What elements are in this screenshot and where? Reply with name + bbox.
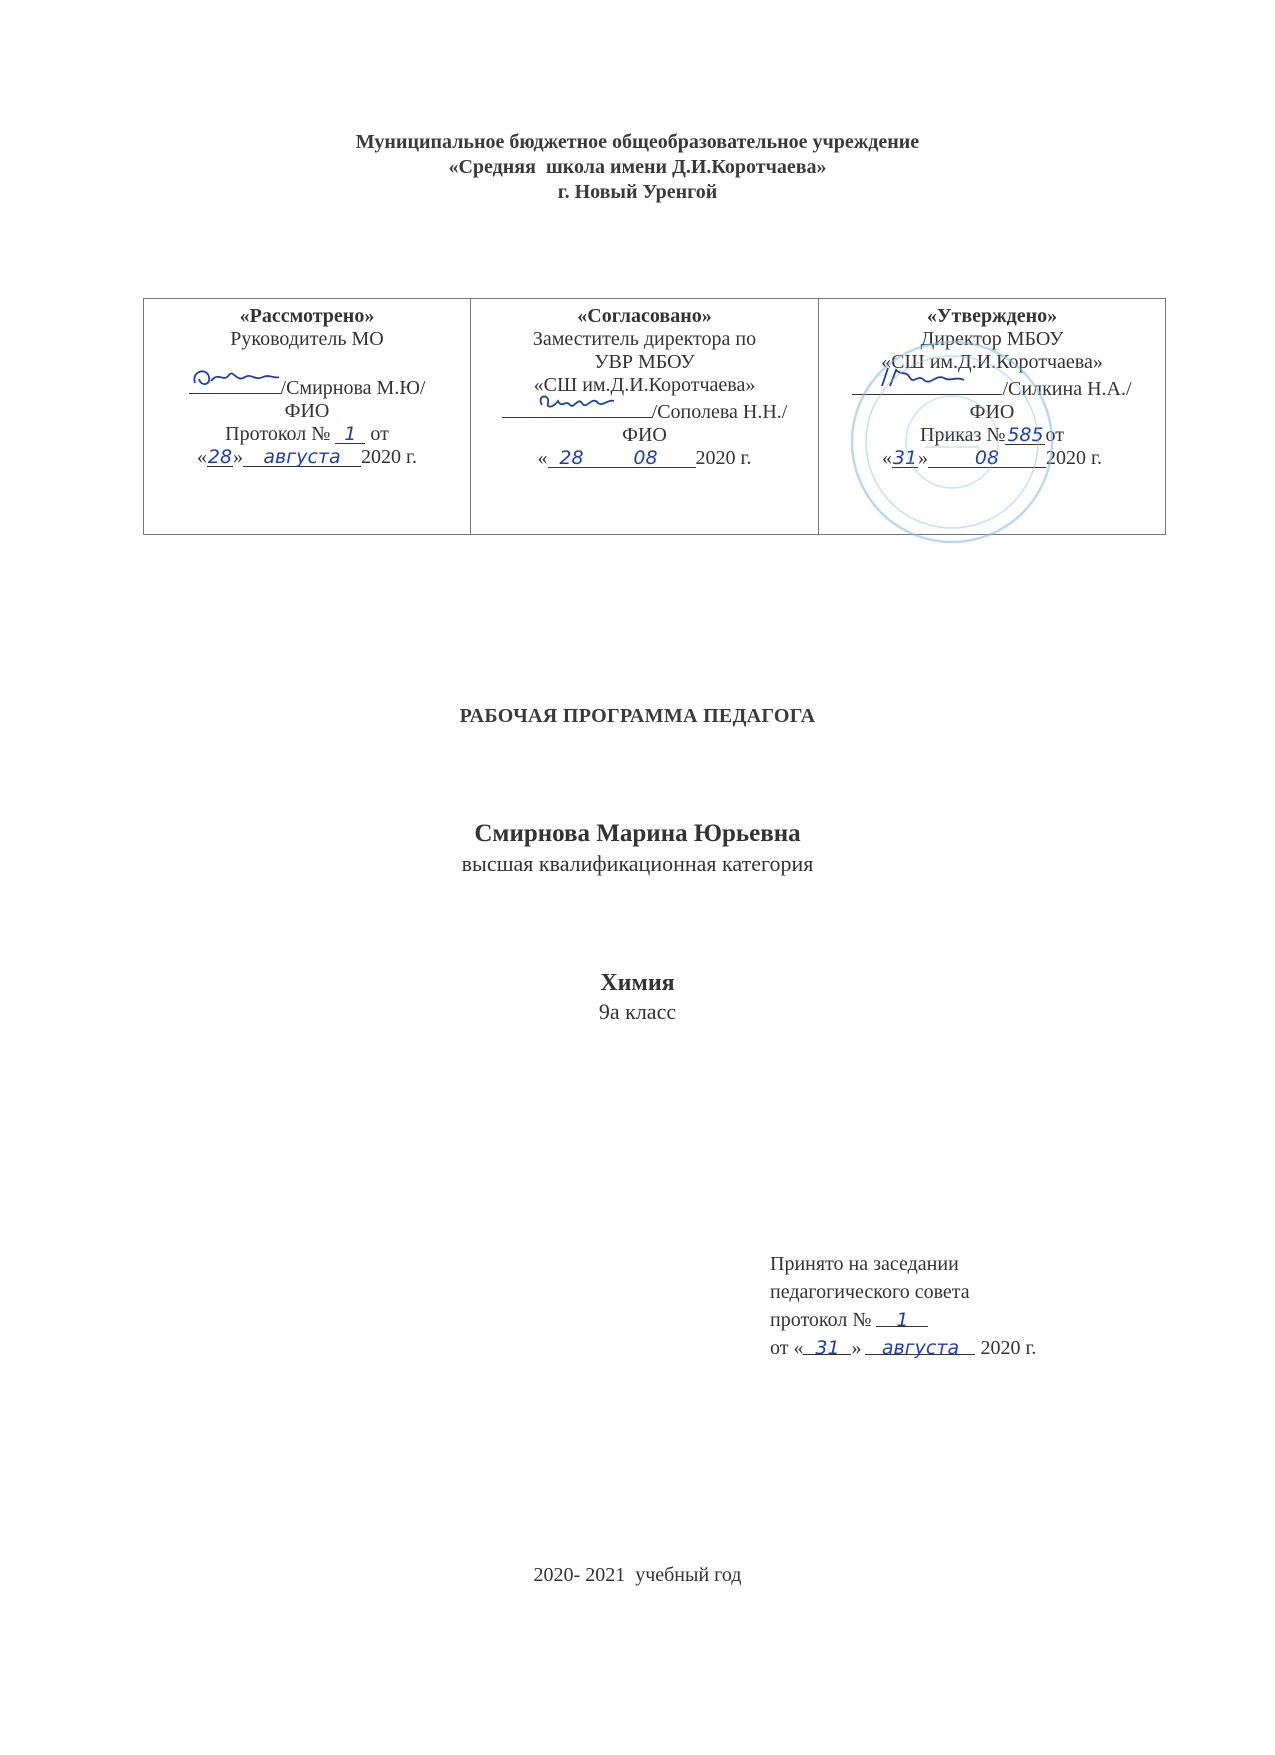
signature-sopoleva-icon (502, 389, 652, 415)
order-number: 585 (1007, 424, 1044, 446)
accepted-protocol-label: протокол № (770, 1309, 872, 1331)
accepted-year: 2020 г. (980, 1337, 1037, 1359)
accepted-day-field (803, 1334, 851, 1359)
accepted-month: августа (881, 1337, 960, 1359)
academic-year: 2020- 2021 учебный год (533, 1564, 742, 1586)
date-day: 28 (207, 446, 233, 468)
order-number-field (1005, 424, 1045, 445)
header-line-1: Муниципальное бюджетное общеобразовательное учреждение (355, 131, 920, 153)
accepted-block (770, 1250, 1036, 1362)
accepted-day: 31 (815, 1337, 840, 1359)
reviewed-protocol (148, 423, 466, 446)
accepted-date-close: » (851, 1337, 862, 1359)
signature-silkina-icon (852, 366, 1002, 392)
signature-smirnova-icon (189, 365, 281, 391)
signature-silkina (852, 374, 1002, 395)
reviewed-name: /Смирнова М.Ю/ (280, 377, 426, 399)
protocol-number: 1 (344, 423, 357, 445)
accepted-protocol-number: 1 (896, 1309, 909, 1331)
agreed-role-1: Заместитель директора по (532, 328, 757, 350)
agreed-title: «Согласовано» (577, 305, 712, 327)
approval-cell-approved (819, 299, 1166, 535)
reviewed-fio: ФИО (284, 400, 330, 422)
date-day: 28 (559, 447, 584, 469)
teacher-block (0, 818, 1275, 878)
subject-block (0, 968, 1275, 1026)
agreed-role-2: УВР МБОУ (594, 351, 695, 373)
subject-name: Химия (600, 970, 675, 996)
approved-role: Директор МБОУ (920, 328, 1064, 350)
date-month: 08 (974, 447, 1000, 469)
header-line-3: г. Новый Уренгой (557, 181, 718, 203)
protocol-suffix: от (370, 423, 389, 445)
accepted-protocol-field (876, 1306, 928, 1331)
approved-school: «СШ им.Д.И.Коротчаева» (881, 351, 1103, 373)
date-day-field (548, 447, 596, 468)
date-year: 2020 г. (361, 446, 417, 468)
approval-table (143, 298, 1166, 535)
approved-name: /Силкина Н.А./ (1002, 378, 1132, 400)
date-quote-open: « (197, 446, 208, 468)
header-line-2: «Средняя школа имени Д.И.Коротчаева» (448, 156, 827, 178)
agreed-school: «СШ им.Д.И.Коротчаева» (533, 374, 756, 396)
approved-fio: ФИО (969, 401, 1015, 423)
signature-smirnova (189, 373, 281, 394)
order-suffix: от (1045, 424, 1064, 446)
accepted-protocol (770, 1306, 1036, 1334)
approved-title: «Утверждено» (926, 305, 1058, 327)
reviewed-role: Руководитель МО (230, 328, 384, 350)
agreed-signature-line (475, 397, 814, 424)
protocol-label: Протокол № (225, 423, 331, 445)
date-month-field (596, 447, 696, 468)
date-day: 31 (892, 447, 918, 469)
approval-cell-reviewed (144, 299, 471, 535)
reviewed-date (148, 446, 466, 469)
date-month: августа (263, 446, 341, 468)
accepted-month-field (865, 1334, 975, 1359)
accepted-date (770, 1334, 1036, 1362)
reviewed-signature-line (148, 373, 466, 400)
document-title: РАБОЧАЯ ПРОГРАММА ПЕДАГОГА (459, 705, 816, 727)
date-month-field (243, 446, 361, 467)
date-quote-open: « (882, 447, 893, 469)
date-year: 2020 г. (1046, 447, 1102, 469)
approved-order (823, 424, 1161, 447)
approved-date (823, 447, 1161, 470)
date-day-field (892, 447, 918, 468)
date-day-field (207, 446, 233, 467)
date-month: 08 (633, 447, 658, 469)
order-label: Приказ № (920, 424, 1006, 446)
agreed-fio: ФИО (622, 424, 667, 446)
accepted-line-1: Принято на заседании (770, 1253, 959, 1275)
approval-cell-agreed (471, 299, 819, 535)
accepted-line-2: педагогического совета (770, 1281, 970, 1303)
teacher-category: высшая квалификационная категория (461, 851, 814, 876)
date-quote-close: » (233, 446, 244, 468)
protocol-number-field (335, 423, 365, 444)
date-month-field (928, 447, 1046, 468)
institution-header (0, 130, 1275, 205)
approved-signature-line (823, 374, 1161, 401)
subject-class: 9а класс (598, 999, 677, 1024)
date-quote-open: « (537, 447, 548, 469)
signature-sopoleva (502, 397, 652, 418)
reviewed-title: «Рассмотрено» (239, 305, 375, 327)
date-year: 2020 г. (695, 447, 752, 469)
date-quote-close: » (918, 447, 929, 469)
agreed-name: /Сополева Н.Н./ (651, 401, 788, 423)
accepted-date-prefix: от « (770, 1337, 804, 1359)
agreed-date (475, 447, 814, 470)
teacher-name: Смирнова Марина Юрьевна (474, 820, 801, 847)
